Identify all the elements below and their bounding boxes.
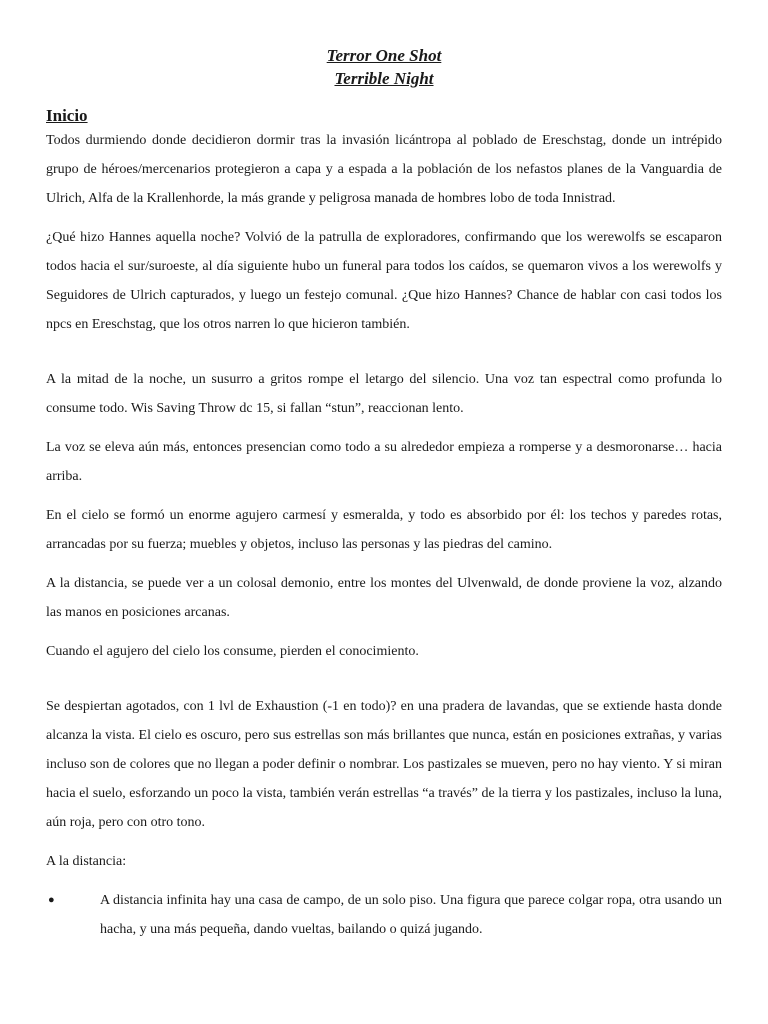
section-heading-inicio: Inicio <box>46 106 88 125</box>
document-title: Terror One Shot <box>326 46 442 65</box>
list-item-text: A distancia infinita hay una casa de campo, de un solo piso. Una figura que parece colgar ropa, otra usando un hacha, y una más pequeña, dando vueltas, bailando o quizá jugando. <box>100 893 722 937</box>
list-item <box>46 886 722 944</box>
paragraph-voz: La voz se eleva aún más, entonces presencian como todo a su alrededor empieza a romperse y a desmoronarse… hacia arriba. <box>46 440 722 484</box>
title-block <box>46 44 722 90</box>
paragraph-agujero: En el cielo se formó un enorme agujero carmesí y esmeralda, y todo es absorbido por él: los techos y paredes rotas, arrancadas por su fuerza; muebles y objetos, incluso las personas y las piedras del camino. <box>46 508 722 552</box>
paragraph-susurro: A la mitad de la noche, un susurro a gritos rompe el letargo del silencio. Una voz tan espectral como profunda lo consume todo. Wis Saving Throw dc 15, si fallan “stun”, reaccionan lento. <box>46 372 722 416</box>
paragraph-pradera: Se despiertan agotados, con 1 lvl de Exhaustion (-1 en todo)? en una pradera de lavandas, que se extiende hasta donde alcanza la vista. El cielo es oscuro, pero sus estrellas son más brillantes que nunca, están en posiciones extrañas, y varias incluso son de colores que no llegan a poder definir o nombrar. Los pastizales se mueven, pero no hay viento. Y si miran hacia el suelo, esforzando un poco la vista, también verán estrellas “a través” de la tierra y los pastizales, incluso la luna, aún roja, pero con otro tono. <box>46 699 722 830</box>
bullet-icon: ● <box>48 894 55 906</box>
paragraph-hannes: ¿Qué hizo Hannes aquella noche? Volvió de la patrulla de exploradores, confirmando que los werewolfs se escaparon todos hacia el sur/suroeste, al día siguiente hubo un funeral para todos los caídos, se quemaron vivos a los werewolfs y Seguidores de Ulrich capturados, y luego un festejo comunal. ¿Que hizo Hannes? Chance de hablar con casi todos los npcs en Ereschstag, que los otros narren lo que hicieron también. <box>46 230 722 332</box>
bullet-list <box>46 886 722 944</box>
paragraph-demonio: A la distancia, se puede ver a un colosal demonio, entre los montes del Ulvenwald, de donde proviene la voz, alzando las manos en posiciones arcanas. <box>46 576 722 620</box>
paragraph-intro: Todos durmiendo donde decidieron dormir tras la invasión licántropa al poblado de Ereschstag, donde un intrépido grupo de héroes/mercenarios protegieron a capa y a espada a la población de los nefastos planes de la Vanguardia de Ulrich, Alfa de la Krallenhorde, la más grande y peligrosa manada de hombres lobo de toda Innistrad. <box>46 133 722 206</box>
paragraph-distancia: A la distancia: <box>46 854 127 869</box>
paragraph-conocimiento: Cuando el agujero del cielo los consume, pierden el conocimiento. <box>46 644 419 659</box>
document-subtitle: Terrible Night <box>334 69 434 88</box>
